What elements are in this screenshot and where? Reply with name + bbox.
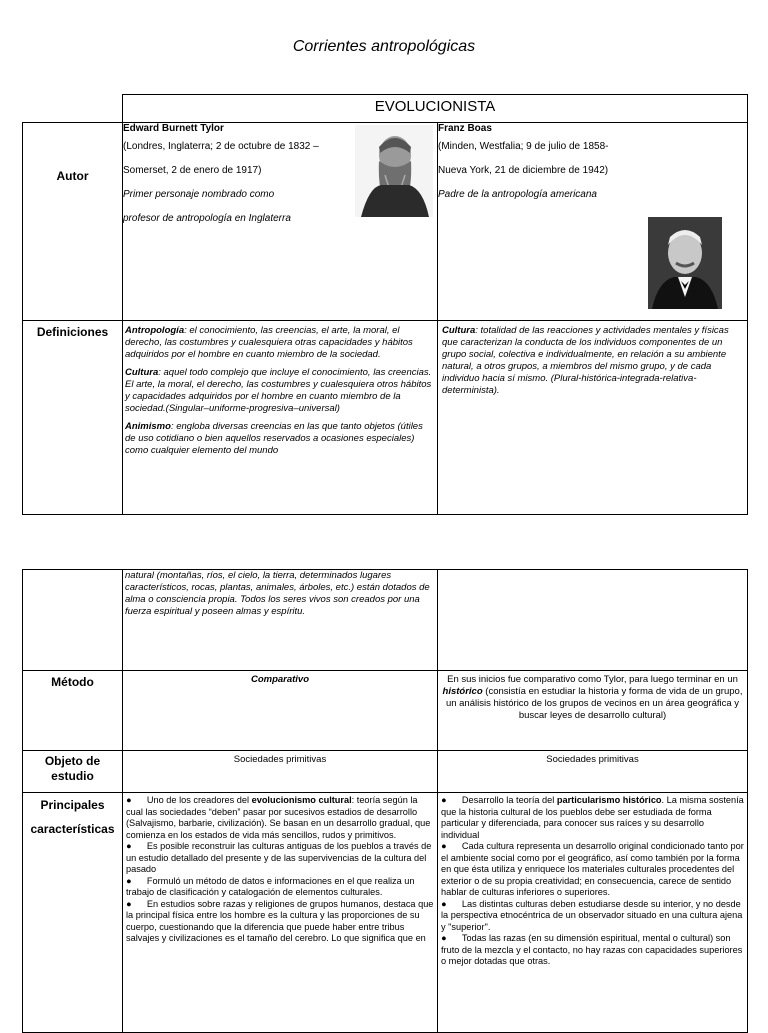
boas-metodo-bold: histórico — [442, 686, 483, 697]
boas-definiciones — [438, 321, 748, 515]
term-animismo: Animismo — [125, 421, 171, 432]
term-cultura-boas: Cultura — [442, 325, 476, 336]
empty-corner — [23, 95, 123, 123]
bullet-dot: ● — [441, 933, 447, 943]
boas-bullet-1: ● Desarrollo la teoría del particularismo histórico. La misma sostenía que la historia cultural de los pueblos debe ser estudiada de forma particular y diferenciada, para conocer sus raíces y su desarrollo individual — [441, 795, 744, 840]
tylor-note-2: profesor de antropología en Inglaterra — [123, 213, 291, 224]
boas-metodo-pre: En sus inicios fue comparativo como Tylor, para luego terminar en un — [447, 674, 738, 685]
row-label-metodo: Método — [23, 671, 123, 751]
boas-bullet-3: ● Las distintas culturas deben estudiarse desde su interior, y no desde la perspectiva etnocéntrica de un observador situado en una cultura ajena y "superior". — [441, 898, 743, 932]
row-label-objeto: Objeto de estudio — [23, 751, 123, 793]
boas-cell — [438, 123, 748, 321]
empty-label-cell — [23, 570, 123, 671]
tylor-dates-1: (Londres, Inglaterra; 2 de octubre de 1832 – — [123, 141, 319, 152]
bullet-dot: ● — [441, 898, 447, 909]
boas-definiciones-continued — [438, 570, 748, 671]
row-label-definiciones: Definiciones — [23, 321, 123, 515]
tylor-name: Edward Burnett Tylor — [123, 123, 224, 134]
tylor-bullet-3: ● Formuló un método de datos e informaciones en el que realiza un trabajo de clasificación y catalogación de elementos culturales. — [126, 875, 415, 897]
def-cultura-boas: : totalidad de las reacciones y actividades mentales y físicas que caracterizan la conducta de los individuos componentes de un grupo social, colectiva e individualmente, en relación a su ambiente natural, a otros grupos, a miembros del mismo grupo, y de cada individuo hacia sí mismo. (Plural-histórica-integrada-relativa-determinista). — [442, 325, 729, 396]
boas-portrait — [648, 217, 722, 309]
tylor-bullet-1: ● Uno de los creadores del evolucionismo cultural: teoría según la cual las sociedades “deben” pasar por sucesivos estadios de desarrollo (Salvajismo, barbarie, civilización). Se basan en un desarrollo gradual, que comienza en los estados de vida más sencillos, rudos y primitivos. — [126, 795, 431, 840]
boas-metodo-post: (consistía en estudiar la historia y forma de vida de un grupo, un análisis histórico de los grupos de vecinos en un área geográfica y buscar leyes de desarrollo cultural) — [445, 686, 743, 721]
bullet-dot: ● — [126, 875, 132, 886]
tylor-metodo: Comparativo — [123, 671, 438, 751]
boas-objeto: Sociedades primitivas — [438, 751, 748, 793]
boas-bullet-4: ● Todas las razas (en su dimensión espiritual, mental o cultural) son fruto de la mezcla y el contacto, no hay razas con capacidades superiores o mejor dotadas que otras. — [441, 933, 743, 966]
tylor-bullet-4: ● En estudios sobre razas y religiones de grupos humanos, destaca que la principal física entre los hombre es la cultura y las proporciones de su cuerpo, cuestionando que la diferencia que puede haber entre tribus salvajes y civilizaciones es el tamaño del cerebro. Lo que significa que en — [126, 898, 434, 943]
row-label-autor: Autor — [23, 123, 123, 321]
table-evolucionista — [22, 94, 748, 515]
tylor-caracteristicas — [123, 793, 438, 1033]
bullet-dot: ● — [126, 898, 132, 909]
tylor-cell — [123, 123, 438, 321]
boas-dates-2: Nueva York, 21 de diciembre de 1942) — [438, 165, 609, 176]
tylor-objeto: Sociedades primitivas — [123, 751, 438, 793]
table-evolucionista-continued — [22, 569, 748, 1033]
bullet-dot: ● — [441, 795, 447, 805]
boas-bullet-2: ● Cada cultura representa un desarrollo original condicionado tanto por el ambiente social como por el geográfico, así como también por la forma en que ésta utiliza y enriquece los materiales culturales procedentes del exterior o de su propia creatividad; en consecuencia, carece de sentido hablar de culturas inferiores o superiores. — [441, 841, 744, 897]
boas-dates-1: (Minden, Westfalia; 9 de julio de 1858- — [438, 141, 609, 152]
bullet-dot: ● — [126, 841, 132, 851]
tylor-definiciones — [123, 321, 438, 515]
bullet-dot: ● — [126, 795, 132, 805]
row-label-caracteristicas: Principales características — [23, 793, 123, 1033]
bullet-dot: ● — [441, 841, 447, 851]
def-animismo: : engloba diversas creencias en las que tanto objetos (útiles de uso cotidiano o bien aquellos reservados a ocasiones especiales) como cualquier elemento del mundo — [125, 421, 423, 456]
def-cultura-tylor: : aquel todo complejo que incluye el conocimiento, las creencias. El arte, la moral, el derecho, las costumbres y cualesquiera otros hábitos y capacidades adquiridos por el hombre en cuanto miembro de la sociedad.(Singular–uniforme-progresiva–universal) — [125, 367, 432, 414]
tylor-portrait — [355, 125, 433, 217]
tylor-dates-2: Somerset, 2 de enero de 1917) — [123, 165, 262, 176]
tylor-note-1: Primer personaje nombrado como — [123, 189, 275, 200]
boas-metodo — [438, 671, 748, 751]
term-cultura-tylor: Cultura — [125, 367, 159, 378]
def-antropologia: : el conocimiento, las creencias, el arte, la moral, el derecho, las costumbres y cualesquiera otras capacidades y hábitos adquiridos por el hombre en cuanto miembro de la sociedad. — [125, 325, 413, 360]
boas-caracteristicas — [438, 793, 748, 1033]
tylor-bullet-2: ● Es posible reconstruir las culturas antiguas de los pueblos a través de un estudio detallado del presente y de las supervivencias de la cultura del pasado — [126, 841, 432, 874]
tylor-definiciones-continued: natural (montañas, ríos, el cielo, la tierra, determinados lugares característicos, rocas, plantas, animales, árboles, etc.) están dotados de alma o consciencia propia. Todos los seres vivos son creados por una fuerza espiritual y poseen almas y espíritu. — [123, 570, 438, 671]
term-antropologia: Antropología — [125, 325, 185, 336]
document-title: Corrientes antropológicas — [292, 38, 476, 55]
boas-name: Franz Boas — [438, 123, 492, 134]
header-evolucionista: EVOLUCIONISTA — [123, 95, 748, 123]
boas-note: Padre de la antropología americana — [438, 189, 597, 200]
